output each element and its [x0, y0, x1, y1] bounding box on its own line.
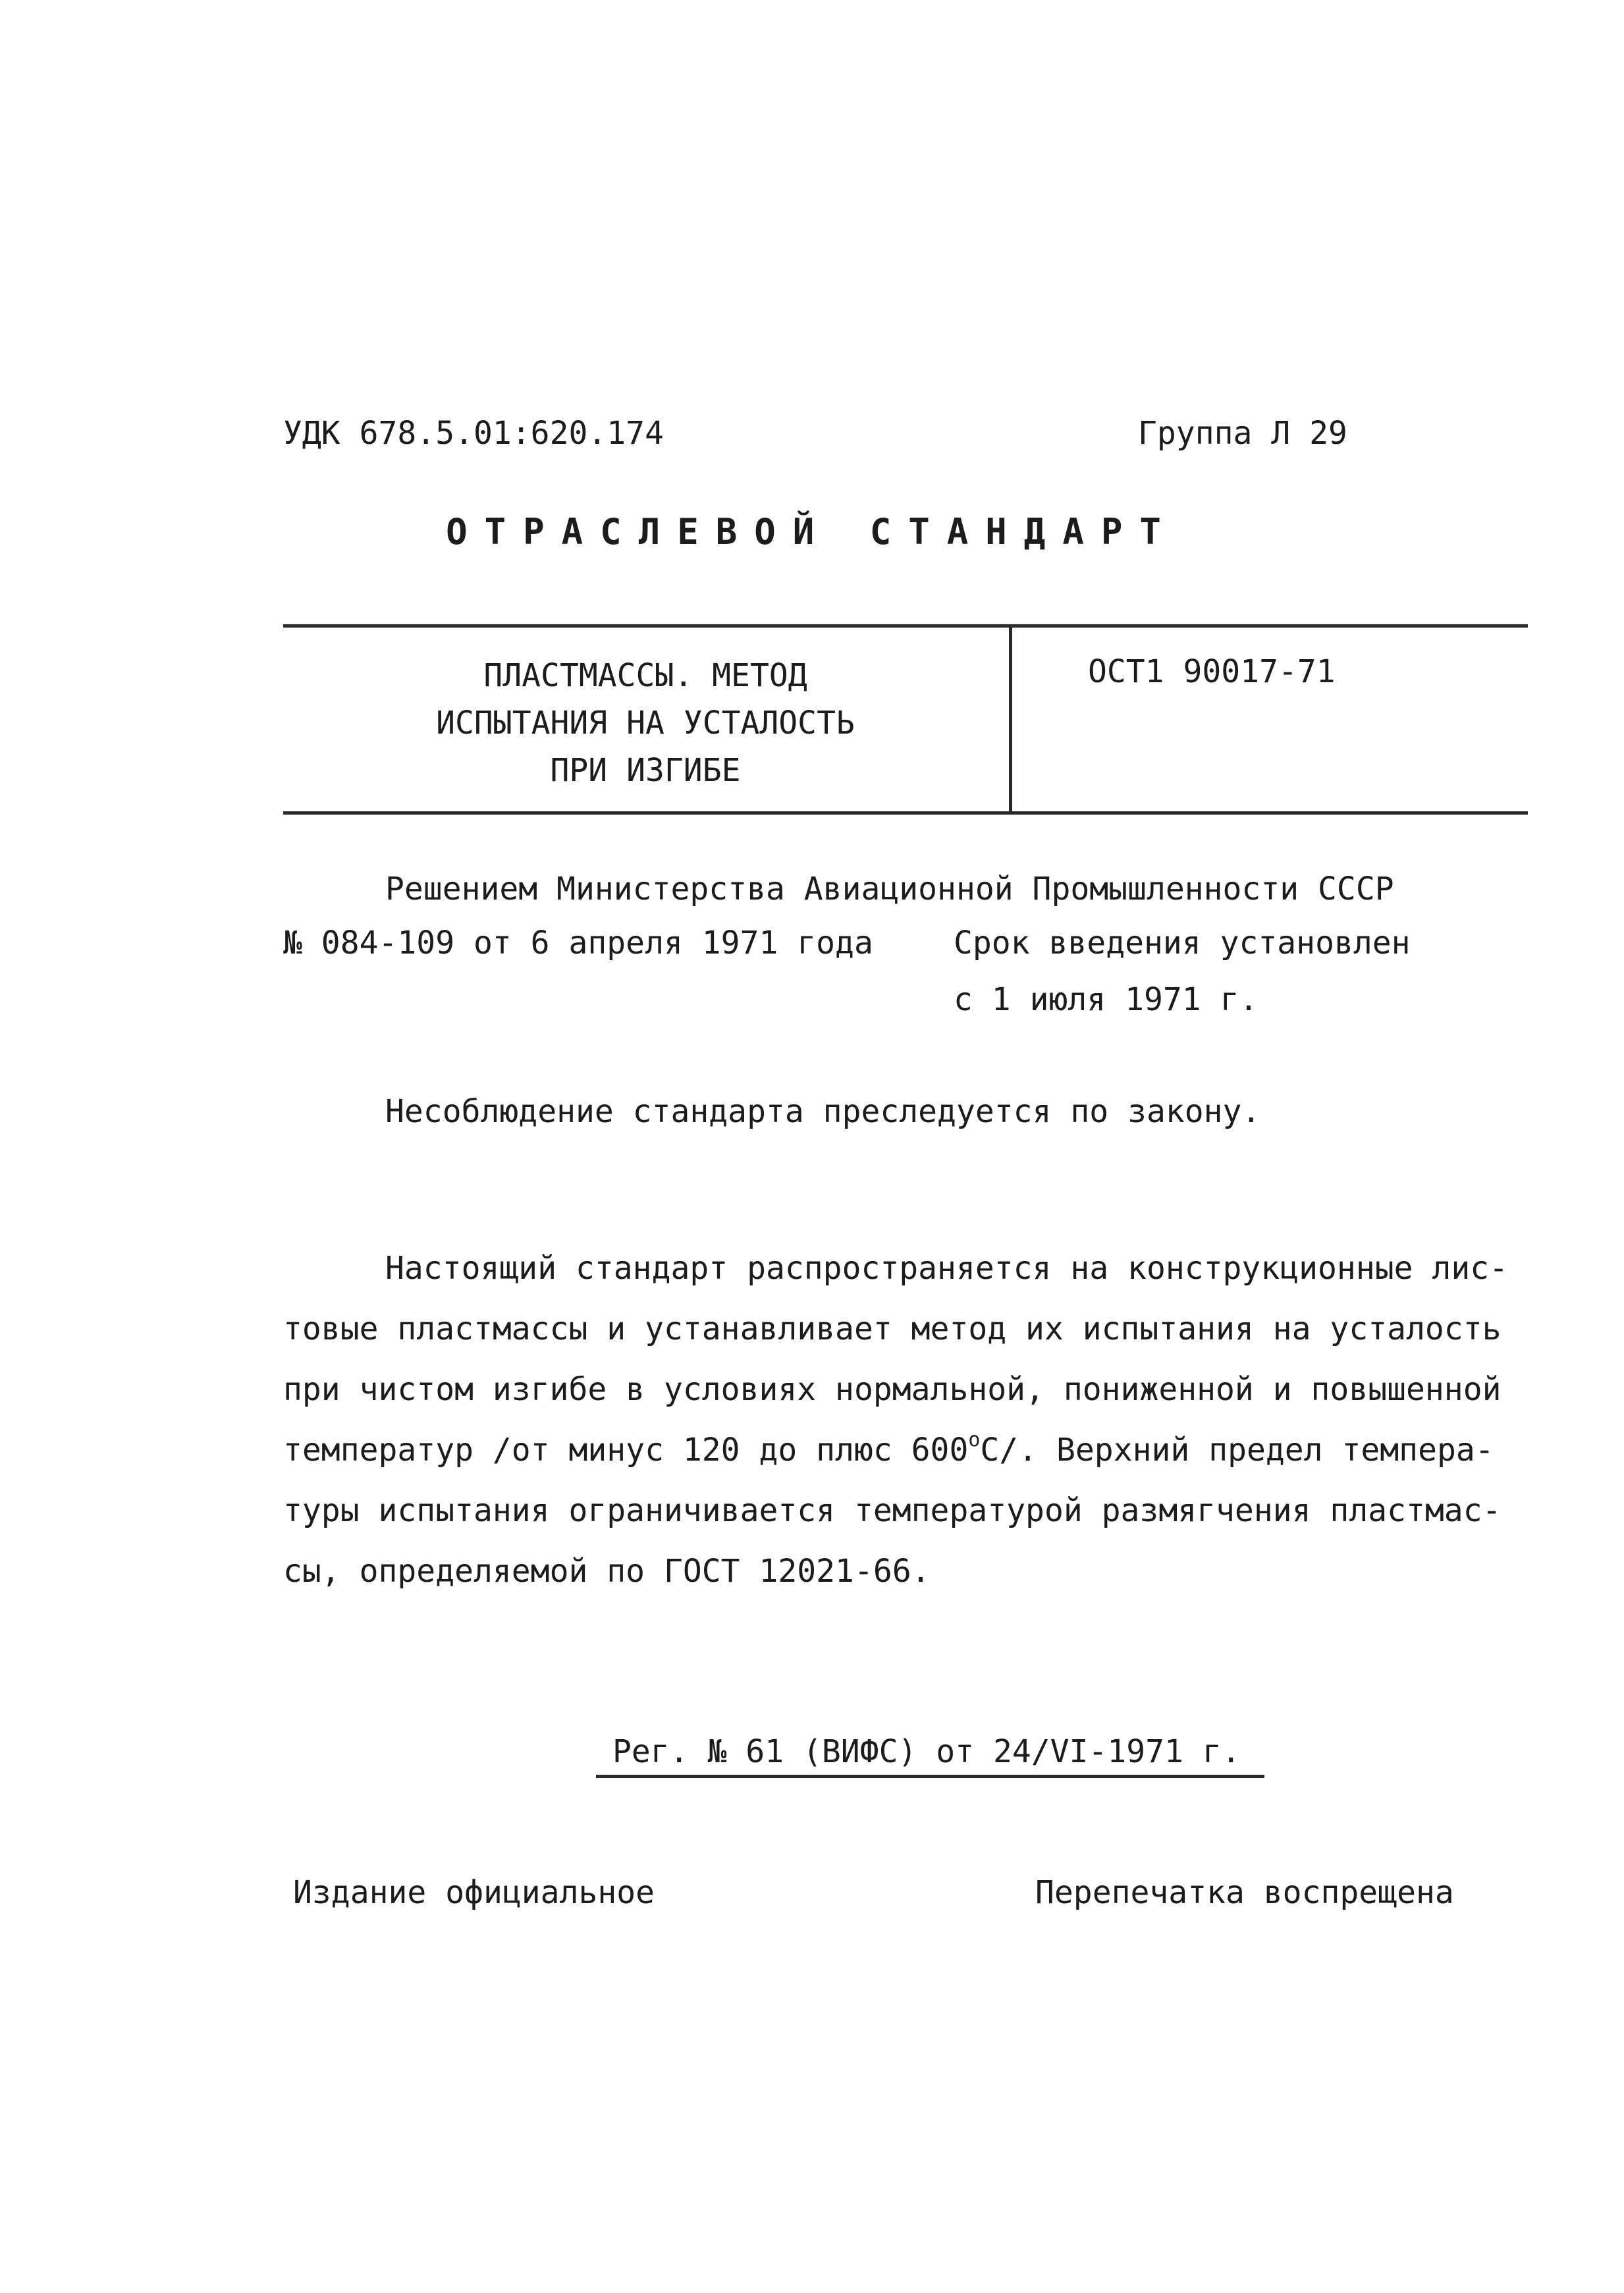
registration-number: Рег. № 61 (ВИФС) от 24/VI-1971 г. — [612, 1733, 1241, 1770]
paragraph-line: туры испытания ограничивается температурой размягчения пластмас- — [283, 1492, 1502, 1529]
decision-line: Решением Министерства Авиационной Промышленности СССР — [385, 871, 1394, 907]
udk-code: УДК 678.5.01:620.174 — [283, 415, 664, 452]
standard-name-line: ПЛАСТМАССЫ. МЕТОД — [483, 657, 807, 694]
header-rule-top — [283, 624, 1528, 628]
paragraph-line — [283, 1420, 1521, 1480]
paragraph-line: Настоящий стандарт распространяется на конструкционные лис- — [385, 1250, 1509, 1287]
paragraph-line: товые пластмассы и устанавливает метод их испытания на усталость — [283, 1310, 1502, 1347]
decision-number: № 084-109 от 6 апреля 1971 года — [283, 925, 873, 961]
header-rule-divider — [1009, 627, 1012, 811]
paragraph-line: при чистом изгибе в условиях нормальной, пониженной и повышенной — [283, 1371, 1502, 1408]
registration-underline — [596, 1775, 1264, 1778]
paragraph-line: сы, определяемой по ГОСТ 12021-66. — [283, 1553, 931, 1590]
standard-code: ОСТ1 90017-71 — [1088, 653, 1336, 690]
official-edition-label: Издание официальное — [293, 1874, 655, 1911]
legal-warning: Несоблюдение стандарта преследуется по закону. — [385, 1093, 1261, 1130]
effective-date: с 1 июля 1971 г. — [954, 981, 1259, 1018]
reprint-prohibited-label: Перепечатка воспрещена — [1035, 1874, 1454, 1911]
effective-date-label: Срок введения установлен — [954, 925, 1411, 961]
paragraph-line-part: С/. Верхний предел темпера- — [980, 1432, 1494, 1469]
standard-name-line: ПРИ ИЗГИБЕ — [550, 752, 741, 789]
standard-name — [283, 652, 1008, 794]
paragraph-line-part: температур /от минус 120 до плюс 600 — [283, 1432, 969, 1469]
standard-name-line: ИСПЫТАНИЯ НА УСТАЛОСТЬ — [436, 705, 855, 742]
group-code: Группа Л 29 — [1138, 415, 1347, 452]
header-rule-bottom — [283, 811, 1528, 815]
document-title: ОТРАСЛЕВОЙ СТАНДАРТ — [446, 511, 1178, 553]
degree-superscript: о — [968, 1428, 981, 1451]
scope-paragraph — [283, 1238, 1521, 1602]
